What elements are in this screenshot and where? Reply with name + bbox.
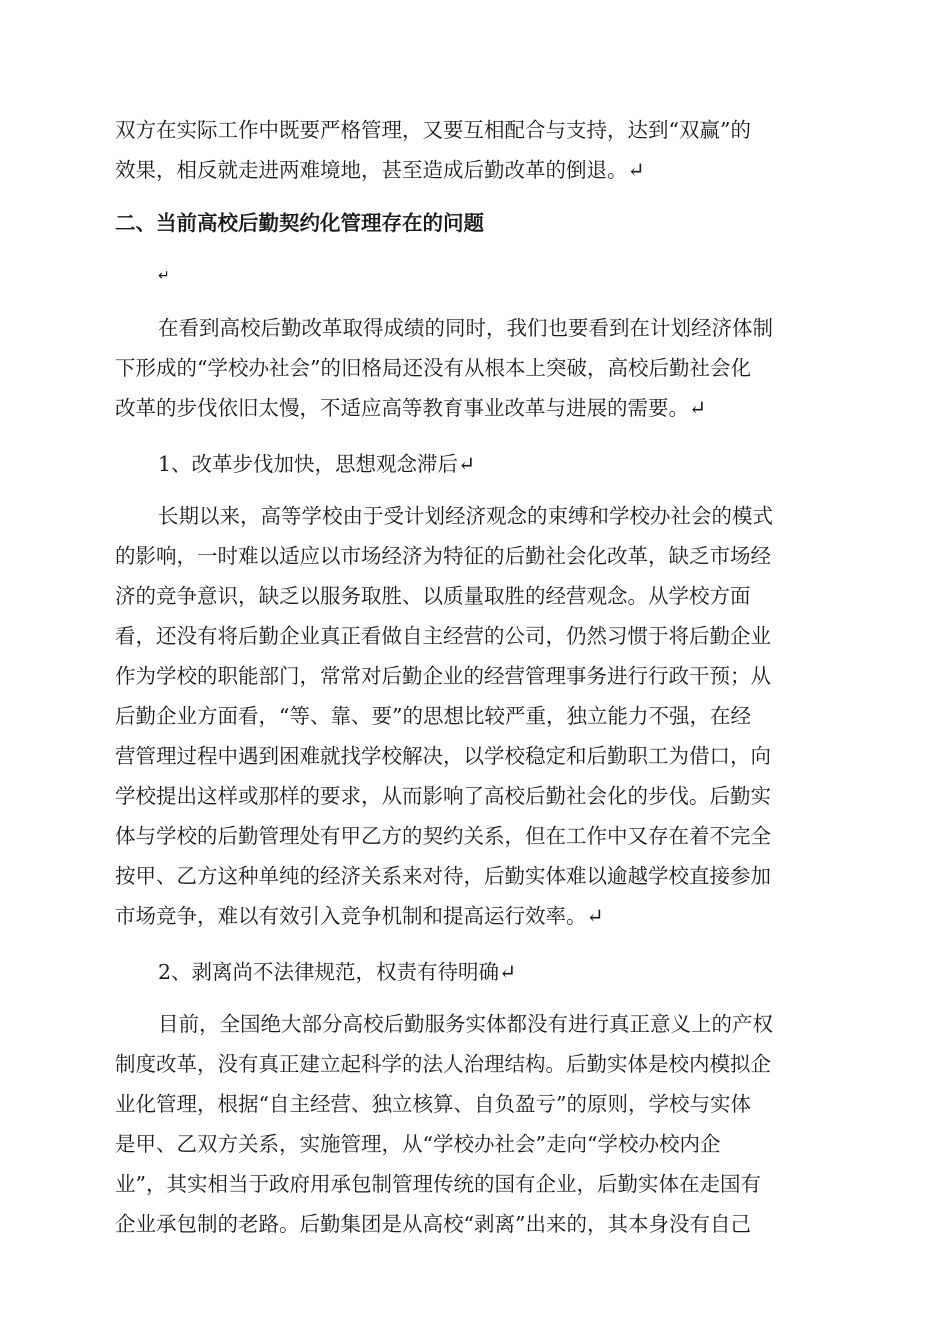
paragraph-3-line-9: 体与学校的后勤管理处有甲乙方的契约关系，但在工作中又存在着不完全 [115,824,771,848]
paragraph-3-line-2: 的影响，一时难以适应以市场经济为特征的后勤社会化改革，缺乏市场经 [115,544,771,568]
paragraph-2-line-2: 下形成的“学校办社会”的旧格局还没有从根本上突破，高校后勤社会化 [115,356,751,380]
paragraph-4-line-3: 业化管理，根据“自主经营、独立核算、自负盈亏”的原则，学校与实体 [115,1092,751,1116]
paragraph-4-line-5: 业”，其实相当于政府用承包制管理传统的国有企业，后勤实体在走国有 [115,1172,761,1196]
paragraph-4-line-2: 制度改革，没有真正建立起科学的法人治理结构。后勤实体是校内模拟企 [115,1052,771,1076]
paragraph-2-line-1: 在看到高校后勤改革取得成绩的同时，我们也要看到在计划经济体制 [158,316,773,340]
paragraph-3-line-6: 后勤企业方面看，“等、靠、要”的思想比较严重，独立能力不强，在经 [115,704,751,728]
paragraph-3-line-11: 市场竞争，难以有效引入竞争机制和提高运行效率。↵ [115,904,604,928]
paragraph-3-line-5: 作为学校的职能部门，常常对后勤企业的经营管理事务进行行政干预；从 [115,664,771,688]
subheading-2: 2、剥离尚不法律规范，权责有待明确↵ [158,960,517,984]
paragraph-2-line-3: 改革的步伐依旧太慢，不适应高等教育事业改革与进展的需要。↵ [115,396,707,420]
paragraph-4-line-6: 企业承包制的老路。后勤集团是从高校“剥离”出来的，其本身没有自己 [115,1212,751,1236]
paragraph-3-line-4: 看，还没有将后勤企业真正看做自主经营的公司，仍然习惯于将后勤企业 [115,624,771,648]
paragraph-4-line-1: 目前，全国绝大部分高校后勤服务实体都没有进行真正意义上的产权 [158,1012,773,1036]
paragraph-3-line-7: 营管理过程中遇到困难就找学校解决，以学校稳定和后勤职工为借口，向 [115,744,771,768]
subheading-1: 1、改革步伐加快，思想观念滞后↵ [158,452,476,476]
paragraph-1-line-2: 效果，相反就走进两难境地，甚至造成后勤改革的倒退。↵ [115,158,645,182]
paragraph-3-line-1: 长期以来，高等学校由于受计划经济观念的束缚和学校办社会的模式 [158,504,773,528]
paragraph-3-line-3: 济的竞争意识，缺乏以服务取胜、以质量取胜的经营观念。从学校方面 [115,584,751,608]
section-heading: 二、当前高校后勤契约化管理存在的问题 [115,211,484,235]
paragraph-4-line-4: 是甲、乙双方关系，实施管理，从“学校办社会”走向“学校办校内企 [115,1132,721,1156]
paragraph-mark: ↵ [158,268,170,284]
paragraph-3-line-8: 学校提出这样或那样的要求，从而影响了高校后勤社会化的步伐。后勤实 [115,784,771,808]
paragraph-3-line-10: 按甲、乙方这种单纯的经济关系来对待，后勤实体难以逾越学校直接参加 [115,864,771,888]
paragraph-1-line-1: 双方在实际工作中既要严格管理，又要互相配合与支持，达到“双赢”的 [115,118,751,142]
